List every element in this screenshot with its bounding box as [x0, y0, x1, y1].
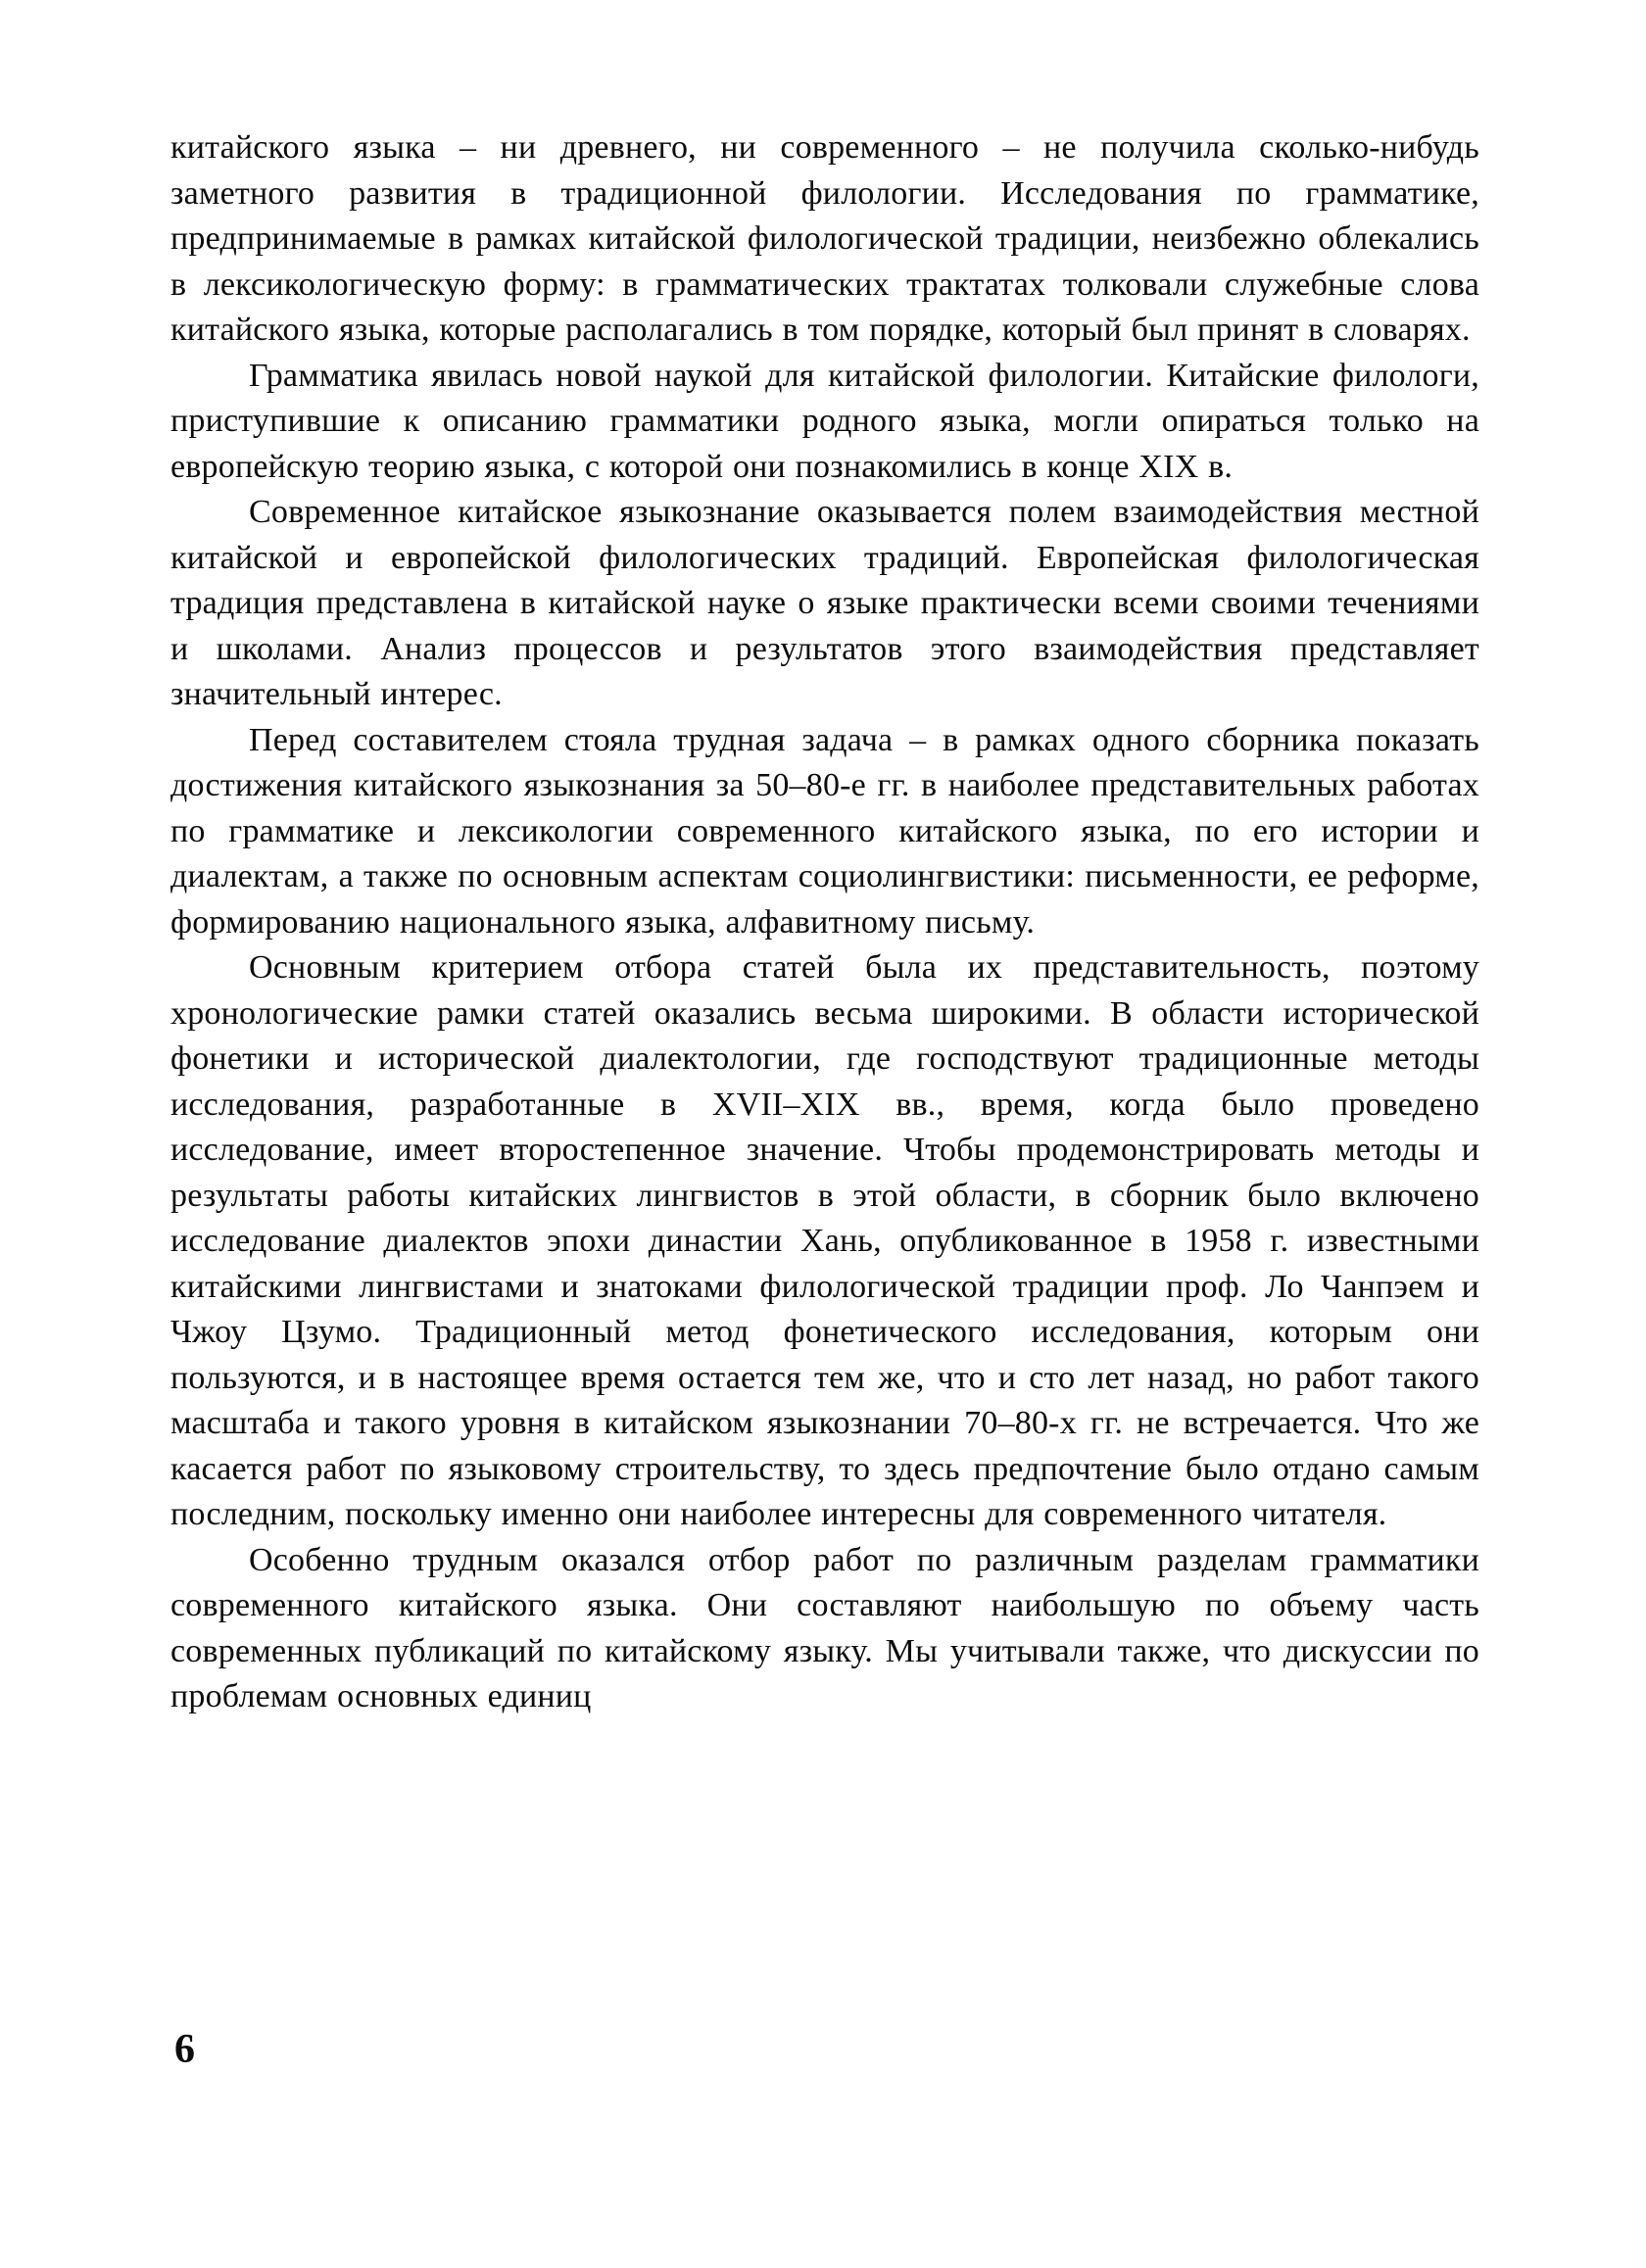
body-text: [170, 125, 1479, 1720]
paragraph-grammar-selection: Особенно трудным оказался отбор работ по различным разделам грамматики современного китайского языка. Они составляют наибольшую по объему часть современных публикаций по китайскому языку. Мы учитывали также, что дискуссии по проблемам основных единиц: [170, 1541, 1479, 1714]
paragraph-compiler-task: Перед составителем стояла трудная задача – в рамках одного сборника показать достижения китайского языкознания за 50–80-е гг. в наиболее представительных работах по грамматике и лексикологии современного китайского языка, по его истории и диалектам, а также по основным аспектам социолингвистики: письменности, ее реформе, формированию национального языка, алфавитному письму.: [170, 721, 1479, 941]
paragraph-traditions-interaction: Современное китайское языкознание оказывается полем взаимодействия местной китайской и европейской филологических традиций. Европейская филологическая традиция представлена в китайской науке о языке практически всеми своими течениями и школами. Анализ процессов и результатов этого взаимодействия представляет значительный интерес.: [170, 494, 1479, 712]
page-number: 6: [174, 2027, 195, 2072]
paragraph-continuation: китайского языка – ни древнего, ни современного – не получила сколько-нибудь заметного развития в традиционной филологии. Исследования по грамматике, предпринимаемые в рамках китайской филологической традиции, неизбежно облекались в лексикологическую форму: в грамматических трактатах толковали служебные слова китайского языка, которые располагались в том порядке, который был принят в словарях.: [170, 129, 1479, 348]
paragraph-grammar-new-science: Грамматика явилась новой наукой для китайской филологии. Китайские филологи, приступившие к описанию грамматики родного языка, могли опираться только на европейскую теорию языка, с которой они познакомились в конце XIX в.: [170, 357, 1479, 485]
paragraph-selection-criteria: Основным критерием отбора статей была их представительность, поэтому хронологические рамки статей оказались весьма широкими. В области исторической фонетики и исторической диалектологии, где господствуют традиционные методы исследования, разработанные в XVII–XIX вв., время, когда было проведено исследование, имеет второстепенное значение. Чтобы продемонстрировать методы и результаты работы китайских лингвистов в этой области, в сборник было включено исследование диалектов эпохи династии Хань, опубликованное в 1958 г. известными китайскими лингвистами и знатоками филологической традиции проф. Ло Чанпэем и Чжоу Цзумо. Традиционный метод фонетического исследования, которым они пользуются, и в настоящее время остается тем же, что и сто лет назад, но работ такого масштаба и такого уровня в китайском языкознании 70–80-х гг. не встречается. Что же касается работ по языковому строительству, то здесь предпочтение было отдано самым последним, поскольку именно они наиболее интересны для современного читателя.: [170, 949, 1479, 1532]
